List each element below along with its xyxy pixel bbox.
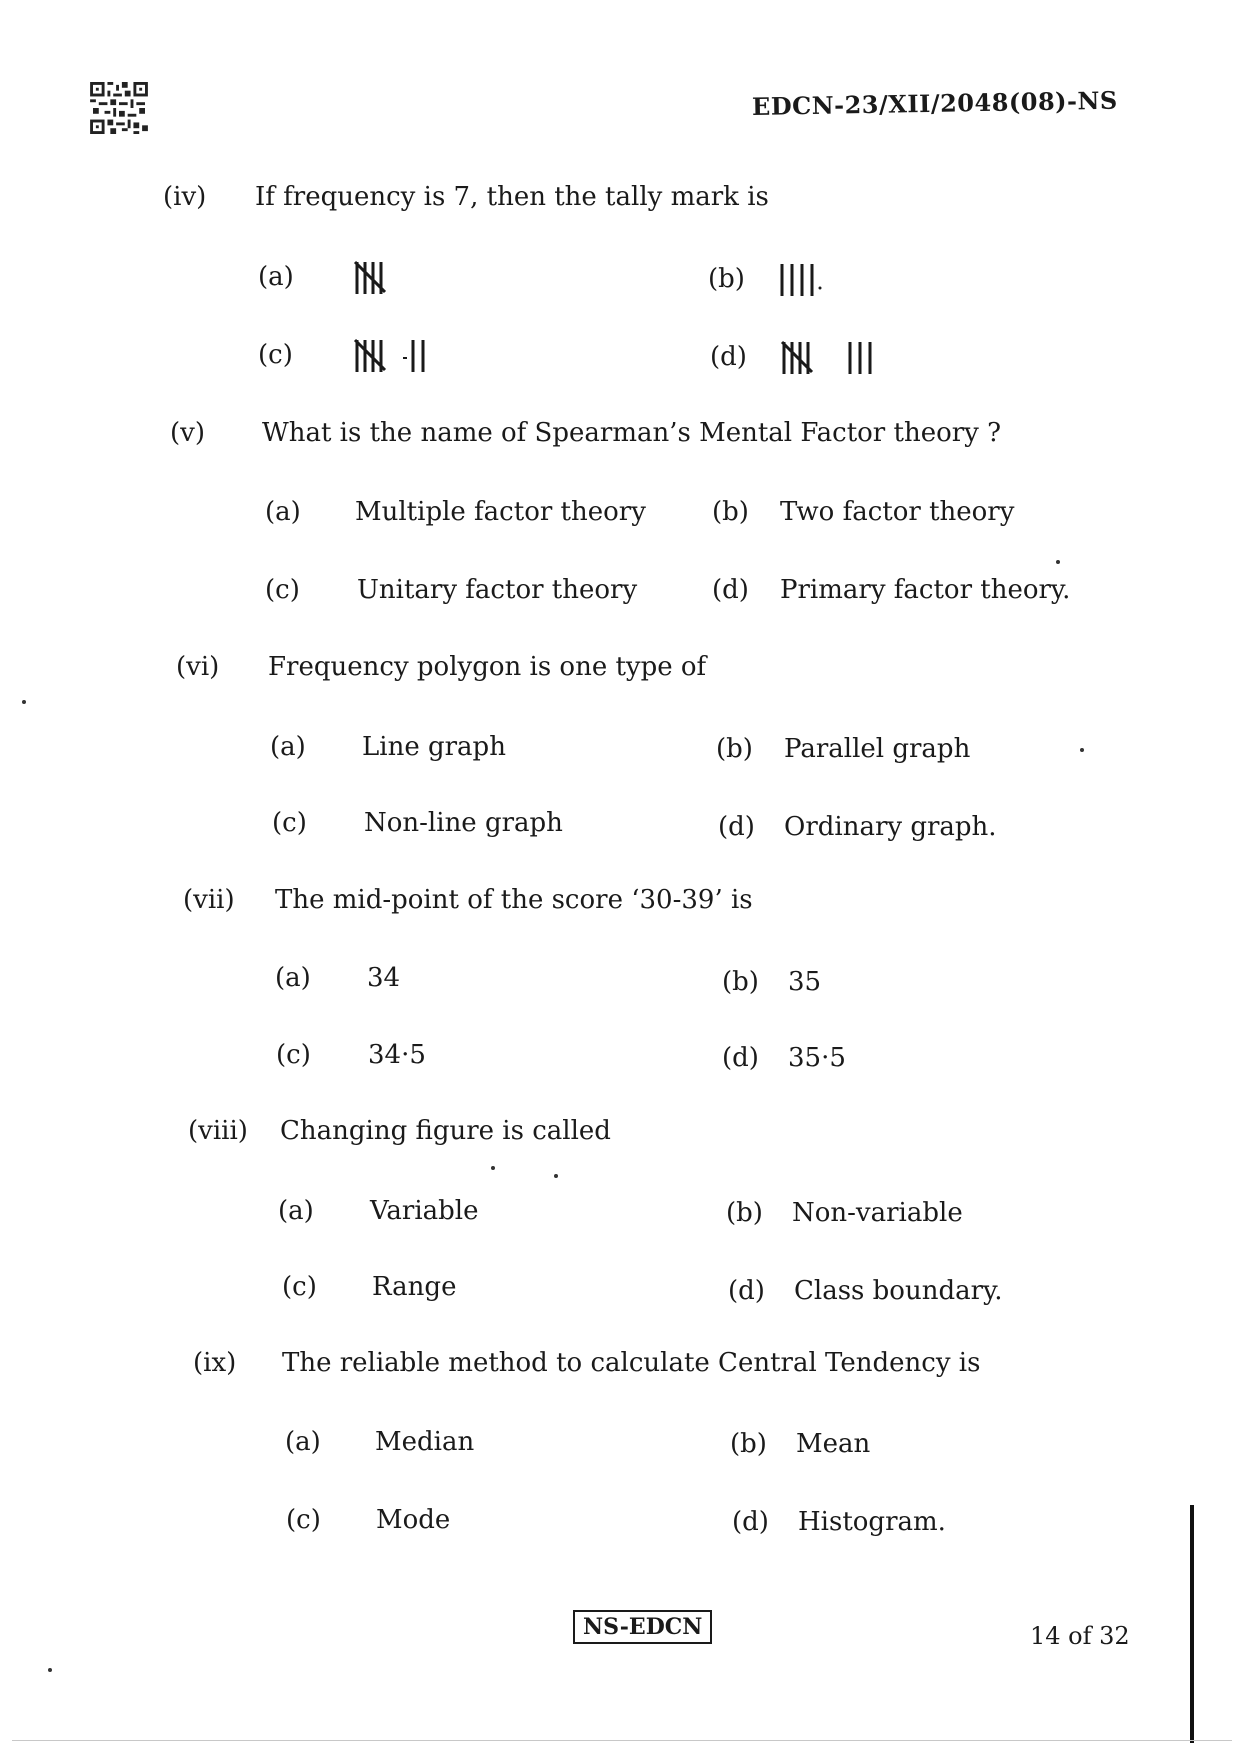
option-value: 34·5 [368, 1040, 426, 1070]
option-value: Median [375, 1427, 475, 1457]
paper-code: EDCN-23/XII/2048(08)-NS [751, 85, 1118, 121]
scan-edge-line [1190, 1505, 1194, 1743]
option-label: (b) [712, 497, 749, 527]
option-label: (c) [276, 1040, 311, 1070]
option-value: Variable [370, 1196, 479, 1226]
tally-mark-five [353, 256, 399, 296]
option-value: Histogram. [798, 1507, 946, 1537]
question-text: If frequency is 7, then the tally mark is [255, 182, 769, 212]
question-number: (ix) [193, 1348, 237, 1378]
option-label: (d) [722, 1043, 759, 1073]
option-value: Parallel graph [784, 734, 971, 764]
option-label: (b) [708, 264, 745, 294]
option-label: (d) [728, 1276, 765, 1306]
option-label: (d) [718, 812, 755, 842]
option-value: Mode [376, 1505, 451, 1535]
question-text: Changing figure is called [280, 1116, 611, 1146]
option-value: Range [372, 1272, 457, 1302]
question-number: (vi) [176, 652, 220, 682]
question-number: (viii) [188, 1116, 248, 1146]
option-value: Two factor theory [780, 497, 1015, 527]
tally-mark-eight [780, 336, 890, 376]
option-label: (c) [258, 340, 293, 370]
option-value: Primary factor theory. [780, 575, 1071, 605]
scan-speck [22, 700, 26, 704]
option-label: (b) [716, 734, 753, 764]
question-text: The mid-point of the score ‘30-39’ is [275, 885, 753, 915]
qr-code [90, 82, 148, 134]
option-label: (a) [265, 497, 301, 527]
option-label: (b) [730, 1429, 767, 1459]
question-number: (vii) [183, 885, 235, 915]
scan-speck [1080, 748, 1084, 752]
option-value: Ordinary graph. [784, 812, 997, 842]
option-label: (b) [722, 967, 759, 997]
question-text: What is the name of Spearman’s Mental Factor theory ? [262, 418, 1002, 448]
question-text: Frequency polygon is one type of [268, 652, 707, 682]
scan-speck [48, 1668, 52, 1672]
option-value: Class boundary. [794, 1276, 1003, 1306]
option-label: (d) [710, 342, 747, 372]
question-number: (iv) [163, 182, 207, 212]
question-number: (v) [170, 418, 205, 448]
option-value: Multiple factor theory [355, 497, 646, 527]
option-value: Mean [796, 1429, 871, 1459]
scan-speck [1056, 560, 1060, 564]
option-label: (b) [726, 1198, 763, 1228]
option-label: (c) [272, 808, 307, 838]
option-label: (a) [285, 1427, 321, 1457]
scan-speck [491, 1166, 495, 1170]
option-value: Unitary factor theory [357, 575, 638, 605]
option-value: Non-variable [792, 1198, 963, 1228]
option-label: (d) [732, 1507, 769, 1537]
option-label: (a) [258, 262, 294, 292]
option-label: (c) [265, 575, 300, 605]
option-value: 34 [367, 963, 401, 993]
option-label: (a) [270, 732, 306, 762]
option-value: Non-line graph [364, 808, 563, 838]
footer-code-box: NS-EDCN [573, 1610, 712, 1644]
tally-mark-four [778, 258, 828, 298]
question-text: The reliable method to calculate Central Tendency is [282, 1348, 981, 1378]
option-label: (a) [275, 963, 311, 993]
option-value: 35·5 [788, 1043, 846, 1073]
scan-bottom-line [12, 1740, 1232, 1741]
option-label: (a) [278, 1196, 314, 1226]
tally-mark-seven [353, 334, 453, 374]
option-label: (c) [282, 1272, 317, 1302]
scan-speck [554, 1174, 558, 1178]
option-value: 35 [788, 967, 822, 997]
option-label: (c) [286, 1505, 321, 1535]
option-value: Line graph [362, 732, 506, 762]
option-label: (d) [712, 575, 749, 605]
page-number: 14 of 32 [1030, 1622, 1130, 1650]
